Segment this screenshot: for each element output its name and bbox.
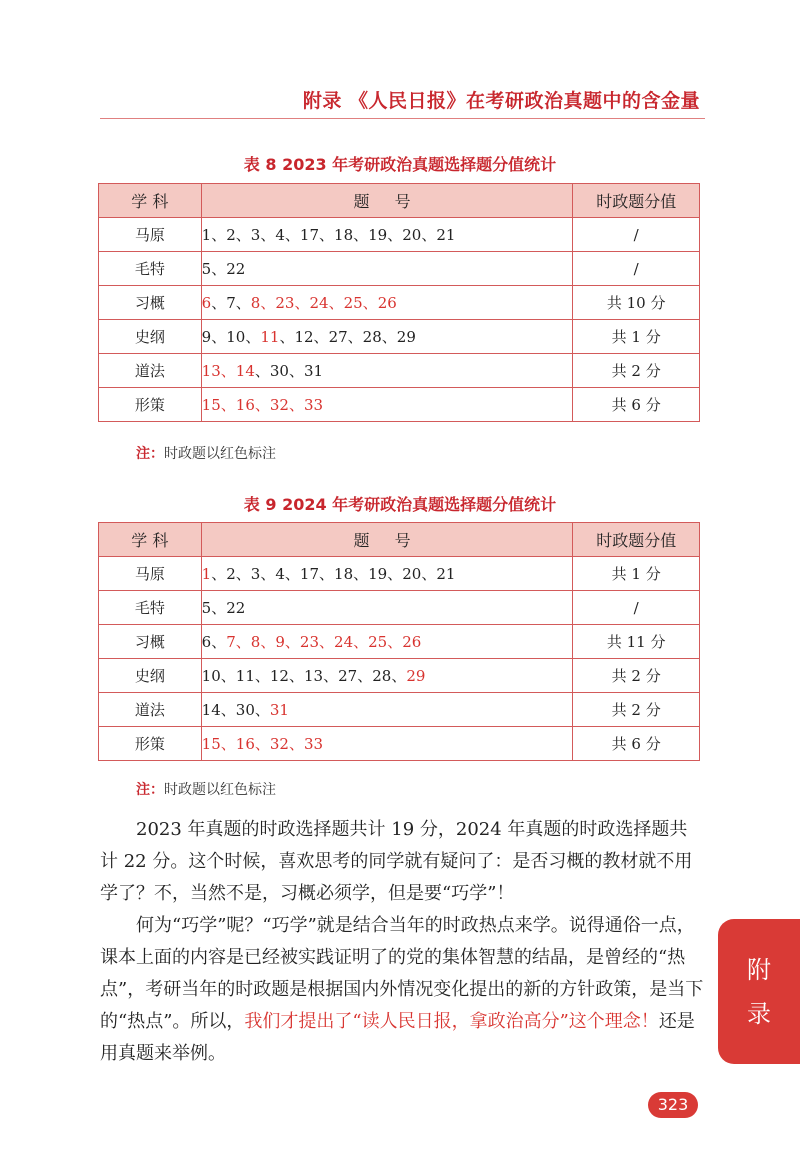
question-number: 23 <box>275 294 295 312</box>
number-separator: 、 <box>254 396 270 414</box>
question-numbers-cell <box>201 320 573 354</box>
number-separator: 、 <box>391 667 407 685</box>
paragraph-2-text-b: 还是用真题来举例。 <box>100 1011 695 1064</box>
number-separator: 、 <box>353 226 369 244</box>
question-number: 10 <box>201 667 221 685</box>
question-number: 9 <box>201 328 212 346</box>
page-number: 323 <box>648 1092 698 1118</box>
table1-note <box>136 443 276 463</box>
score-value-cell: 共 11 分 <box>573 625 700 659</box>
number-separator: 、 <box>294 294 310 312</box>
question-number: 2 <box>226 565 236 583</box>
number-separator: 、 <box>260 226 276 244</box>
question-number: 22 <box>226 260 246 278</box>
col-numbers-header: 题 号 <box>201 523 573 557</box>
number-separator: 、 <box>235 633 251 651</box>
question-number: 5 <box>201 260 212 278</box>
score-value-cell: 共 1 分 <box>573 320 700 354</box>
question-number: 10 <box>226 328 246 346</box>
number-separator: 、 <box>211 294 227 312</box>
question-number: 13 <box>304 667 324 685</box>
score-value-cell: 共 10 分 <box>573 286 700 320</box>
question-number: 17 <box>299 565 320 583</box>
question-numbers-cell <box>201 354 573 388</box>
number-separator: 、 <box>323 667 339 685</box>
question-number: 32 <box>269 396 289 414</box>
question-number: 3 <box>250 226 261 244</box>
subject-cell: 道法 <box>99 693 202 727</box>
question-number: 30 <box>269 362 289 380</box>
question-number: 21 <box>436 226 456 244</box>
table2 <box>98 522 700 761</box>
question-number: 4 <box>275 565 285 583</box>
number-separator: 、 <box>211 565 227 583</box>
question-number: 28 <box>372 667 392 685</box>
table-row <box>99 388 700 422</box>
number-separator: 、 <box>362 294 378 312</box>
body-paragraph-1: 2023 年真题的时政选择题共计 19 分，2024 年真题的时政选择题共计 22 分。这个时候，喜欢思考的同学就有疑问了：是否习概的教材就不用学了？不，当然不是，习概必须学，但是要“巧学”！ <box>100 819 693 904</box>
appendix-side-tab <box>718 919 800 1064</box>
question-number: 20 <box>402 226 422 244</box>
number-separator: 、 <box>235 565 251 583</box>
number-separator: 、 <box>319 565 335 583</box>
table-row <box>99 693 700 727</box>
number-separator: 、 <box>254 362 270 380</box>
score-value-cell: 共 1 分 <box>573 557 700 591</box>
running-header: 附录 《人民日报》在考研政治真题中的含金量 <box>302 90 700 112</box>
col-value-header: 时政题分值 <box>573 523 700 557</box>
question-number: 29 <box>406 667 426 685</box>
question-number: 16 <box>235 735 255 753</box>
question-number: 14 <box>201 701 221 719</box>
question-number: 31 <box>304 362 324 380</box>
question-number: 1 <box>201 565 212 583</box>
number-separator: 、 <box>254 701 270 719</box>
number-separator: 、 <box>288 735 304 753</box>
number-separator: 、 <box>260 633 276 651</box>
subject-cell: 毛特 <box>99 591 202 625</box>
table1-caption: 表 8 2023 年考研政治真题选择题分值统计 <box>243 155 557 174</box>
col-subject-header: 学 科 <box>99 184 202 218</box>
side-tab-char-1: 附 <box>747 955 771 984</box>
score-value-cell: 共 2 分 <box>573 659 700 693</box>
question-number: 6 <box>201 633 212 651</box>
note-text: 时政题以红色标注 <box>164 446 276 462</box>
table2-body <box>99 557 700 761</box>
question-numbers-cell <box>201 252 573 286</box>
number-separator: 、 <box>347 328 363 346</box>
question-number: 26 <box>377 294 397 312</box>
table-row <box>99 659 700 693</box>
question-number: 4 <box>275 226 285 244</box>
score-value-cell: / <box>573 252 700 286</box>
number-separator: 、 <box>235 294 251 312</box>
col-numbers-header: 题 号 <box>201 184 573 218</box>
question-number: 21 <box>436 565 456 583</box>
paragraph-2-highlight: 我们才提出了“读人民日报，拿政治高分”这个理念！ <box>244 1011 659 1032</box>
question-number: 23 <box>299 633 320 651</box>
score-value-cell: 共 2 分 <box>573 693 700 727</box>
question-number: 25 <box>343 294 363 312</box>
number-separator: 、 <box>220 735 236 753</box>
number-separator: 、 <box>319 633 335 651</box>
number-separator: 、 <box>288 667 304 685</box>
question-numbers-cell <box>201 625 573 659</box>
question-number: 12 <box>294 328 314 346</box>
question-numbers-cell <box>201 591 573 625</box>
question-numbers-cell <box>201 659 573 693</box>
subject-cell: 毛特 <box>99 252 202 286</box>
number-separator: 、 <box>387 633 403 651</box>
number-separator: 、 <box>313 328 329 346</box>
question-numbers-cell <box>201 388 573 422</box>
subject-cell: 形策 <box>99 388 202 422</box>
question-number: 26 <box>402 633 422 651</box>
question-number: 12 <box>269 667 289 685</box>
subject-cell: 史纲 <box>99 659 202 693</box>
table-row <box>99 252 700 286</box>
number-separator: 、 <box>245 328 261 346</box>
number-separator: 、 <box>284 565 300 583</box>
question-number: 15 <box>201 735 221 753</box>
subject-cell: 道法 <box>99 354 202 388</box>
subject-cell: 马原 <box>99 218 202 252</box>
number-separator: 、 <box>288 362 304 380</box>
table1-body <box>99 218 700 422</box>
question-number: 11 <box>235 667 255 685</box>
question-number: 9 <box>275 633 285 651</box>
number-separator: 、 <box>353 565 369 583</box>
number-separator: 、 <box>211 260 227 278</box>
question-numbers-cell <box>201 218 573 252</box>
number-separator: 、 <box>328 294 344 312</box>
subject-cell: 马原 <box>99 557 202 591</box>
question-number: 18 <box>334 226 354 244</box>
col-subject-header: 学 科 <box>99 523 202 557</box>
question-number: 18 <box>334 565 354 583</box>
number-separator: 、 <box>211 633 227 651</box>
number-separator: 、 <box>319 226 335 244</box>
question-number: 8 <box>250 294 261 312</box>
note-label: 注： <box>136 446 164 462</box>
number-separator: 、 <box>260 294 276 312</box>
note-label: 注： <box>136 782 164 798</box>
number-separator: 、 <box>421 565 437 583</box>
number-separator: 、 <box>211 328 227 346</box>
subject-cell: 习概 <box>99 286 202 320</box>
note-text: 时政题以红色标注 <box>164 782 276 798</box>
question-numbers-cell <box>201 557 573 591</box>
question-number: 7 <box>226 294 236 312</box>
number-separator: 、 <box>381 328 397 346</box>
table2-caption: 表 9 2024 年考研政治真题选择题分值统计 <box>243 495 557 514</box>
paragraph-2-text-a: 何为“巧学”呢？“巧学”就是结合当年的时政热点来学。说得通俗一点，课本上面的内容是已经被实践证明了的党的集体智慧的结晶，是曾经的“热点”，考研当年的时政题是根据国内外情况变化提出的新的方针政策，是当下的“热点”。所以， <box>100 915 704 1032</box>
question-number: 20 <box>402 565 422 583</box>
question-number: 8 <box>250 633 261 651</box>
question-number: 25 <box>368 633 388 651</box>
question-number: 22 <box>226 599 246 617</box>
score-value-cell: 共 6 分 <box>573 388 700 422</box>
question-number: 5 <box>201 599 212 617</box>
score-value-cell: 共 6 分 <box>573 727 700 761</box>
number-separator: 、 <box>220 701 236 719</box>
subject-cell: 形策 <box>99 727 202 761</box>
table1 <box>98 183 700 422</box>
question-number: 33 <box>304 396 324 414</box>
table-row <box>99 727 700 761</box>
question-number: 29 <box>396 328 416 346</box>
number-separator: 、 <box>387 226 403 244</box>
question-number: 13 <box>201 362 221 380</box>
table-row <box>99 557 700 591</box>
question-number: 19 <box>368 226 388 244</box>
question-number: 6 <box>201 294 212 312</box>
subject-cell: 习概 <box>99 625 202 659</box>
number-separator: 、 <box>211 599 227 617</box>
question-number: 31 <box>269 701 289 719</box>
number-separator: 、 <box>235 226 251 244</box>
question-numbers-cell <box>201 693 573 727</box>
number-separator: 、 <box>211 226 227 244</box>
table-row <box>99 625 700 659</box>
question-number: 14 <box>235 362 255 380</box>
number-separator: 、 <box>357 667 373 685</box>
number-separator: 、 <box>284 633 300 651</box>
number-separator: 、 <box>284 226 300 244</box>
number-separator: 、 <box>279 328 295 346</box>
question-number: 30 <box>235 701 255 719</box>
question-number: 16 <box>235 396 255 414</box>
col-value-header: 时政题分值 <box>573 184 700 218</box>
question-number: 27 <box>338 667 358 685</box>
question-number: 28 <box>362 328 382 346</box>
question-numbers-cell <box>201 727 573 761</box>
question-number: 24 <box>334 633 354 651</box>
table-row <box>99 591 700 625</box>
number-separator: 、 <box>220 667 236 685</box>
question-number: 2 <box>226 226 236 244</box>
question-number: 17 <box>299 226 320 244</box>
number-separator: 、 <box>220 396 236 414</box>
table2-note <box>136 779 276 799</box>
number-separator: 、 <box>220 362 236 380</box>
question-number: 7 <box>226 633 236 651</box>
table-row <box>99 354 700 388</box>
question-number: 24 <box>309 294 329 312</box>
question-number: 1 <box>201 226 212 244</box>
number-separator: 、 <box>353 633 369 651</box>
number-separator: 、 <box>260 565 276 583</box>
body-paragraph-2 <box>100 910 704 1070</box>
header-rule <box>100 118 705 119</box>
number-separator: 、 <box>387 565 403 583</box>
question-number: 11 <box>260 328 280 346</box>
question-number: 3 <box>250 565 261 583</box>
question-number: 33 <box>304 735 324 753</box>
score-value-cell: / <box>573 591 700 625</box>
number-separator: 、 <box>254 667 270 685</box>
table-row <box>99 286 700 320</box>
table-row <box>99 320 700 354</box>
number-separator: 、 <box>421 226 437 244</box>
question-numbers-cell <box>201 286 573 320</box>
number-separator: 、 <box>288 396 304 414</box>
question-number: 19 <box>368 565 388 583</box>
subject-cell: 史纲 <box>99 320 202 354</box>
number-separator: 、 <box>254 735 270 753</box>
question-number: 27 <box>328 328 348 346</box>
question-number: 15 <box>201 396 221 414</box>
table1-header-row <box>99 184 700 218</box>
table-row <box>99 218 700 252</box>
score-value-cell: 共 2 分 <box>573 354 700 388</box>
question-number: 32 <box>269 735 289 753</box>
table2-header-row <box>99 523 700 557</box>
score-value-cell: / <box>573 218 700 252</box>
side-tab-char-2: 录 <box>747 999 771 1028</box>
